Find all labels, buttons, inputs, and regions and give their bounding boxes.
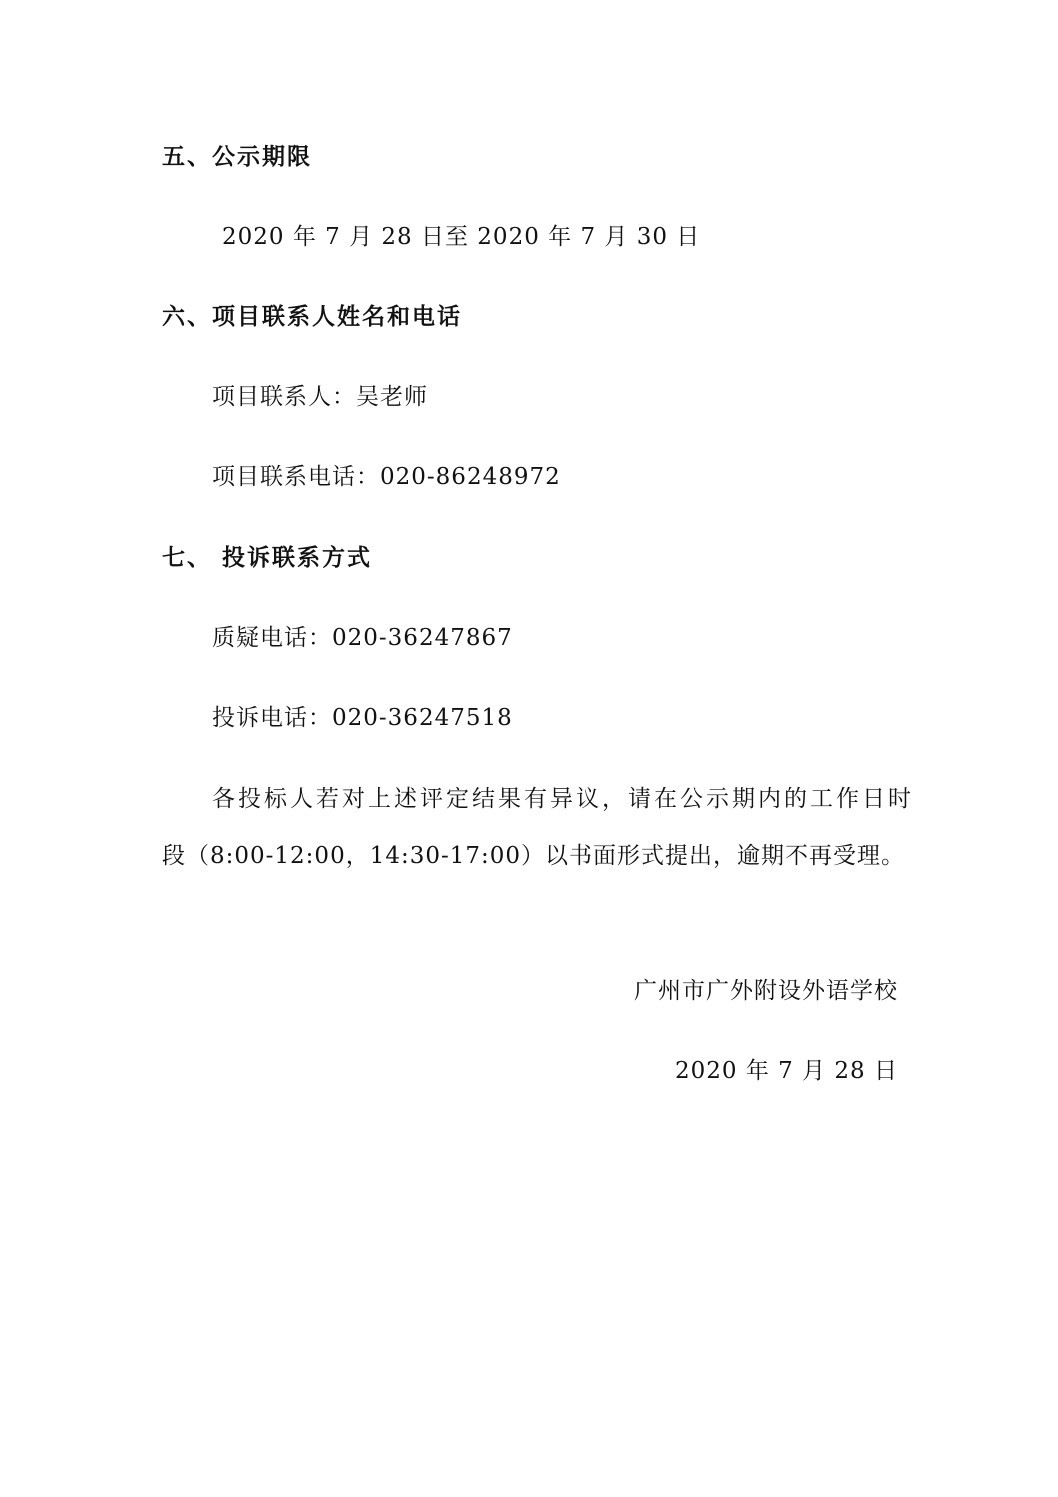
contact-phone: 项目联系电话：020-86248972 bbox=[212, 464, 561, 490]
notice-paragraph-line-1: 各投标人若对上述评定结果有异议，请在公示期内的工作日时 bbox=[212, 786, 914, 812]
notice-paragraph-line-2: 段（8:00-12:00，14:30-17:00）以书面形式提出，逾期不再受理。 bbox=[162, 843, 906, 869]
complaint-phone: 投诉电话：020-36247518 bbox=[212, 705, 513, 731]
section-7-heading: 七、 投诉联系方式 bbox=[162, 545, 373, 571]
signature-date: 2020 年 7 月 28 日 bbox=[675, 1058, 898, 1084]
section-6-heading: 六、项目联系人姓名和电话 bbox=[162, 304, 462, 330]
contact-person: 项目联系人：吴老师 bbox=[212, 384, 428, 410]
signature-organization: 广州市广外附设外语学校 bbox=[634, 978, 898, 1004]
publicity-period: 2020 年 7 月 28 日至 2020 年 7 月 30 日 bbox=[222, 224, 701, 250]
section-5-heading: 五、公示期限 bbox=[162, 144, 312, 170]
inquiry-phone: 质疑电话：020-36247867 bbox=[212, 625, 513, 651]
